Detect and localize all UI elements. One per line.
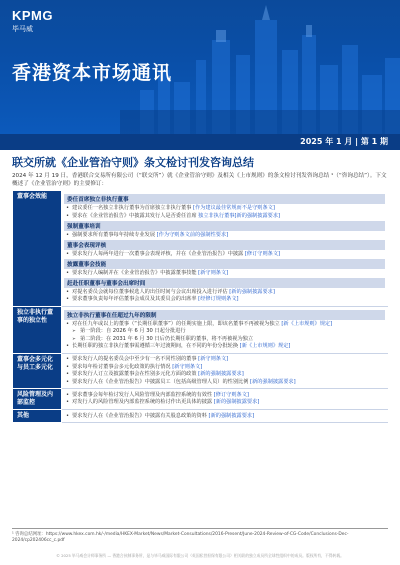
section-heading: 披露董事会技能 <box>64 259 385 269</box>
bullet-text: 对发行人的风险管理及内部监控系统的检讨作出更具体的披露 <box>72 399 213 405</box>
reference-link[interactable]: [作为建议最佳常规而不是守则条文] <box>192 205 275 211</box>
reference-link[interactable]: [新守则条文] <box>172 363 203 370</box>
row-label: 其他 <box>13 410 62 423</box>
table-row <box>13 306 388 353</box>
row-label: 董事会多元化与员工多元化 <box>13 353 62 389</box>
reference-link[interactable]: [新的强制披露要求] <box>229 288 275 295</box>
row-body <box>62 191 388 307</box>
bullet-text: 强制要求所有董事每年持续专业发展 <box>72 231 156 238</box>
reference-link[interactable]: 独立非执行董事[新的强制披露要求] <box>198 212 281 219</box>
bullet-item <box>66 399 383 406</box>
bullet-text: 要求董事会每年检讨发行人风险管理及内部监控系统的有效性 <box>72 391 213 398</box>
bullet-item <box>66 364 383 371</box>
newsletter-title: 香港资本市场通讯 <box>12 62 173 84</box>
row-body <box>62 389 388 410</box>
reference-link[interactable]: [修订守则条文] <box>244 250 281 257</box>
copyright-footer: © 2025 毕马威会计师事务所 — 香港合伙制事务所，是与毕马威国际有限公司（英国私营担保有限公司）相关联的独立成员所全球性组织中的成员。版权所有，不得转载。 <box>56 553 344 558</box>
logo-chinese: 毕马威 <box>12 25 33 33</box>
footnote: ¹ 咨询总结网址：https://www.hkex.com.hk/-/media/HKEX-Market/News/Market-Consultations/2016-Present/June-2024-Review-of-CG-Code/Conclusions-Dec-2024/cp202406cc_c.pdf <box>12 528 388 544</box>
bullet-text: 对提名委员会就每位董事候选人的出任时间与会议出席投入进行评估 <box>72 288 228 295</box>
issue-bar <box>0 134 400 150</box>
bullet-item <box>66 328 383 335</box>
logo-wordmark: KPMG <box>12 8 53 23</box>
bullet-item <box>66 296 383 303</box>
bullet-text: 要求每年检讨董事会多元化政策的执行情况 <box>72 363 171 370</box>
table-row <box>13 353 388 389</box>
reference-link[interactable]: [新守则条文] <box>198 269 229 276</box>
row-label: 独立非执行董事的独立性 <box>13 306 62 353</box>
bullet-item <box>66 379 383 386</box>
bullet-text: 要求在《企业管治报告》中披露其发行人是否委任首席 <box>72 212 197 219</box>
document-title: 联交所就《企业管治守则》条文检讨刊发咨询总结 <box>12 156 254 169</box>
bullet-item <box>66 321 383 328</box>
issue-label: 2025 年 1 月 | 第 1 期 <box>300 137 388 146</box>
reference-link[interactable]: [作为守则条文前的强制性要求] <box>156 231 229 238</box>
bullet-item <box>66 270 383 277</box>
bullet-text: 要求发行人订立及披露董事会在性别多元化方面的政策 <box>72 371 197 377</box>
bullet-item <box>66 232 383 239</box>
reference-link[interactable]: [新的强制披露要求] <box>250 378 296 385</box>
bullet-item <box>66 336 383 343</box>
row-label: 风险管理及内部监控 <box>13 389 62 410</box>
row-body <box>62 306 388 353</box>
table-row <box>13 410 388 423</box>
bullet-text: 长期任职的独立非执行董事需遵循三年过渡期间，在不同的年份分批轮换 <box>72 343 239 349</box>
row-body <box>62 353 388 389</box>
bullet-item <box>66 356 383 363</box>
bullet-item <box>66 251 383 258</box>
reference-link[interactable]: [修订守则条文] <box>213 391 249 398</box>
bullet-item <box>66 289 383 296</box>
bullet-item <box>66 213 383 220</box>
bullet-text: 要求董事负责每年评估董事会成员及其委员会的出席率 <box>72 296 197 302</box>
bullet-item <box>66 371 383 378</box>
section-heading: 董事会表现评核 <box>64 240 385 250</box>
section-heading: 强制董事培训 <box>64 221 385 231</box>
reference-link[interactable]: [新的强制披露要求] <box>198 371 244 377</box>
hero-banner <box>0 0 400 150</box>
bullet-item <box>66 343 383 350</box>
bullet-text: 第一阶段：自 2026 年 6 月 30 日起分批进行 <box>80 328 186 334</box>
row-body <box>62 410 388 423</box>
section-heading: 委任首席独立非执行董事 <box>64 194 385 204</box>
bullet-text: 要求发行人的提名委员会中至少有一名不同性别的董事 <box>72 356 197 362</box>
bullet-text: 建议委任一名独立非执行董事为首席独立非执行董事 <box>72 205 192 211</box>
reference-link[interactable]: [新《上市规则》规定] <box>239 343 291 349</box>
bullet-item <box>66 413 383 420</box>
bullet-text: 对在任九年或以上的董事（“长期任职董事”）的任期实施上限，即该名董事不再被视为独立 <box>72 320 280 327</box>
bullet-item <box>66 205 383 212</box>
bullet-text: 第二阶段：在 2031 年 6 月 30 日后仍长期任职的董事，将不再被视为独立 <box>80 335 254 342</box>
summary-table <box>12 190 388 423</box>
reference-link[interactable]: [新的强制披露要求] <box>213 399 260 405</box>
kpmg-logo <box>12 8 53 34</box>
section-heading: 赶赴任职董事与董事会出席时间 <box>64 278 385 288</box>
bullet-text: 要求发行人在《企业管治报告》中披露有关股息政策的资料 <box>72 412 207 419</box>
reference-link[interactable]: [新的强制披露要求] <box>208 412 255 419</box>
reference-link[interactable]: [经修订规则条文] <box>198 296 239 302</box>
bullet-item <box>66 392 383 399</box>
section-heading: 独立非执行董事在任超过九年的限制 <box>64 310 385 320</box>
row-label: 董事会效能 <box>13 191 62 307</box>
intro-paragraph: 2024 年 12 月 19 日，香港联合交易所有限公司（“联交所”）就《企业管治守则》及相关《上市规则》的条文检讨刊发咨询总结 ¹（“咨询总结”）。下文概述了《企业管治守则》的主要修订： <box>12 173 387 187</box>
bullet-text: 要求发行人编制并在《企业管治报告》中披露董事技能 <box>72 269 197 276</box>
reference-link[interactable]: [新《上市规则》规定] <box>281 320 333 327</box>
bullet-text: 要求发行人每两年进行一次董事会表现评核，并在《企业管治报告》中披露 <box>72 250 244 257</box>
bullet-text: 要求发行人在《企业管治报告》中披露员工（包括高级管理人员）的性别比例 <box>72 378 249 385</box>
table-row <box>13 191 388 307</box>
reference-link[interactable]: [新守则条文] <box>198 356 229 362</box>
table-row <box>13 389 388 410</box>
